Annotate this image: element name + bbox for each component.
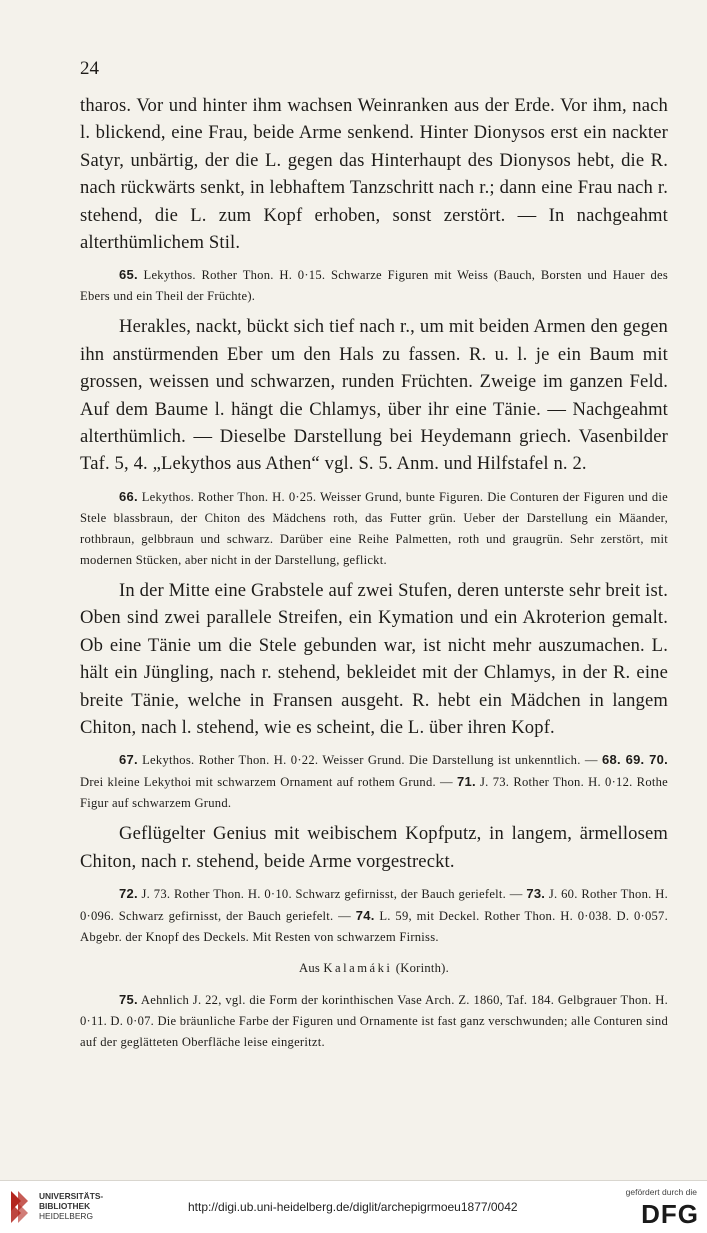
catalogue-entry — [80, 264, 668, 307]
place-name: Kalamáki — [323, 961, 393, 976]
library-name-line: UNIVERSITÄTS- — [39, 1191, 104, 1201]
text-run: J. 73. Rother Thon. H. 0·12. Rothe Figur auf schwarzem Grund. — [80, 775, 668, 811]
catalogue-entry — [80, 989, 668, 1053]
permalink-url[interactable]: http://digi.ub.uni-heidelberg.de/diglit/archepigrmoeu1877/0042 — [188, 1200, 518, 1214]
body-paragraph — [80, 313, 668, 477]
page-text-body — [80, 92, 668, 1059]
entry-number: 66. — [119, 488, 138, 504]
catalogue-entry — [80, 486, 668, 571]
catalogue-entry — [80, 883, 668, 948]
entry-number: 68. 69. 70. — [602, 752, 668, 768]
text-run: Lekythos. Rother Thon. H. 0·15. Schwarze Figuren mit Weiss (Bauch, Borsten und Hauer des Ebers und ein Theil der Früchte). — [80, 268, 668, 304]
entry-number: 65. — [119, 267, 138, 283]
text-run: Geflügelter Genius mit weibischem Kopfputz, in langem, ärmellosem Chiton, nach r. stehend, beide Arme vorgestreckt. — [80, 823, 668, 872]
library-name-line: BIBLIOTHEK — [39, 1201, 91, 1211]
text-run: Lekythos. Rother Thon. H. 0·25. Weisser Grund, bunte Figuren. Die Conturen der Figuren und die Stele blassbraun, der Chiton des Mädchens roth, das Futter grün. Ueber der Darstellung ein Mäander, rothbraun, gelbbraun und schwarz. Darüber eine Reihe Palmetten, roth und graugrün. Sehr zerstört, mit modernen Stücken, aber nicht in der Darstellung, geflickt. — [80, 489, 668, 567]
text-run: Lekythos. Rother Thon. H. 0·22. Weisser Grund. Die Darstellung ist unkenntlich. — — [137, 753, 603, 768]
text-run: Herakles, nackt, bückt sich tief nach r., um mit beiden Armen den gegen ihn anstürmenden Eber um den Hals zu fassen. R. u. l. je ein Baum mit grossen, weissen und schwarzen, runden Früchten. Zweige im ganzen Feld. Auf dem Baume l. hängt die Chlamys, über ihr eine Tänie. — Nachgeahmt alterthümlich. — Dieselbe Darstellung bei Heydemann griech. Vasenbilder Taf. 5, 4. „Lekythos aus Athen“ vgl. S. 5. Anm. und Hilfstafel n. 2. — [80, 316, 668, 475]
entry-number: 73. — [526, 886, 546, 902]
university-library-logo-icon[interactable] — [8, 1189, 34, 1223]
entry-number: 67. — [119, 752, 138, 768]
text-run: tharos. Vor und hinter ihm wachsen Weinranken aus der Erde. Vor ihm, nach l. blickend, eine Frau, beide Arme senkend. Hinter Dionysos erst ein nackter Satyr, unbärtig, der die L. gegen das Hinterhaupt des Dionysos hebt, die R. nach rückwärts senkt, in lebhaftem Tanzschritt nach r.; dann eine Frau nach r. stehend, die L. zum Kopf erhoben, sonst zerstört. — In nachgeahmt alterthümlichem Stil. — [80, 95, 668, 254]
body-paragraph — [80, 92, 668, 256]
text-run: J. 73. Rother Thon. H. 0·10. Schwarz gefirnisst, der Bauch geriefelt. — — [137, 887, 527, 902]
section-heading — [80, 958, 668, 979]
footer-bar — [0, 1180, 707, 1233]
dfg-logo[interactable]: DFG — [641, 1199, 699, 1229]
entry-number: 75. — [119, 992, 138, 1008]
library-name-line: HEIDELBERG — [39, 1211, 93, 1221]
text-run: L. 59, mit Deckel. Rother Thon. H. 0·038. D. 0·057. Abgebr. der Knopf des Deckels. Mit Resten von schwarzem Firniss. — [80, 909, 668, 945]
funded-by-label: gefördert durch die — [625, 1187, 697, 1197]
text-run: J. 60. Rother Thon. H. 0·096. Schwarz gefirnisst, der Bauch geriefelt. — — [80, 887, 668, 924]
library-name — [39, 1191, 103, 1221]
entry-number: 74. — [355, 908, 375, 924]
body-paragraph — [80, 820, 668, 875]
text-run: Aehnlich J. 22, vgl. die Form der korinthischen Vase Arch. Z. 1860, Taf. 184. Gelbgrauer Thon. H. 0·11. D. 0·07. Die bräunliche Farbe der Figuren und Ornamente ist fast ganz verschwunden; alle Conturen sind auf der geglätteten Oberfläche leise eingeritzt. — [80, 993, 668, 1050]
text-run: In der Mitte eine Grabstele auf zwei Stufen, deren unterste sehr breit ist. Oben sind zwei parallele Streifen, ein Kymation und ein Akroterion gemalt. Ob eine Tänie um die Stele gebunden war, ist nicht mehr auszumachen. L. hält ein Jüngling, nach r. stehend, bekleidet mit der Chlamys, in der R. eine breite Tänie, welche in Fransen ausgeht. R. hebt ein Mädchen in langem Chiton, nach l. stehend, wie es scheint, die L. über ihren Kopf. — [80, 579, 668, 738]
page-number: 24 — [80, 58, 99, 79]
body-paragraph — [80, 577, 668, 741]
entry-number: 71. — [457, 774, 476, 790]
catalogue-entry — [80, 749, 668, 814]
text-run: (Korinth). — [392, 961, 450, 976]
text-run: Aus — [298, 961, 324, 976]
entry-number: 72. — [119, 886, 138, 902]
text-run: Drei kleine Lekythoi mit schwarzem Ornament auf rothem Grund. — — [80, 775, 458, 790]
